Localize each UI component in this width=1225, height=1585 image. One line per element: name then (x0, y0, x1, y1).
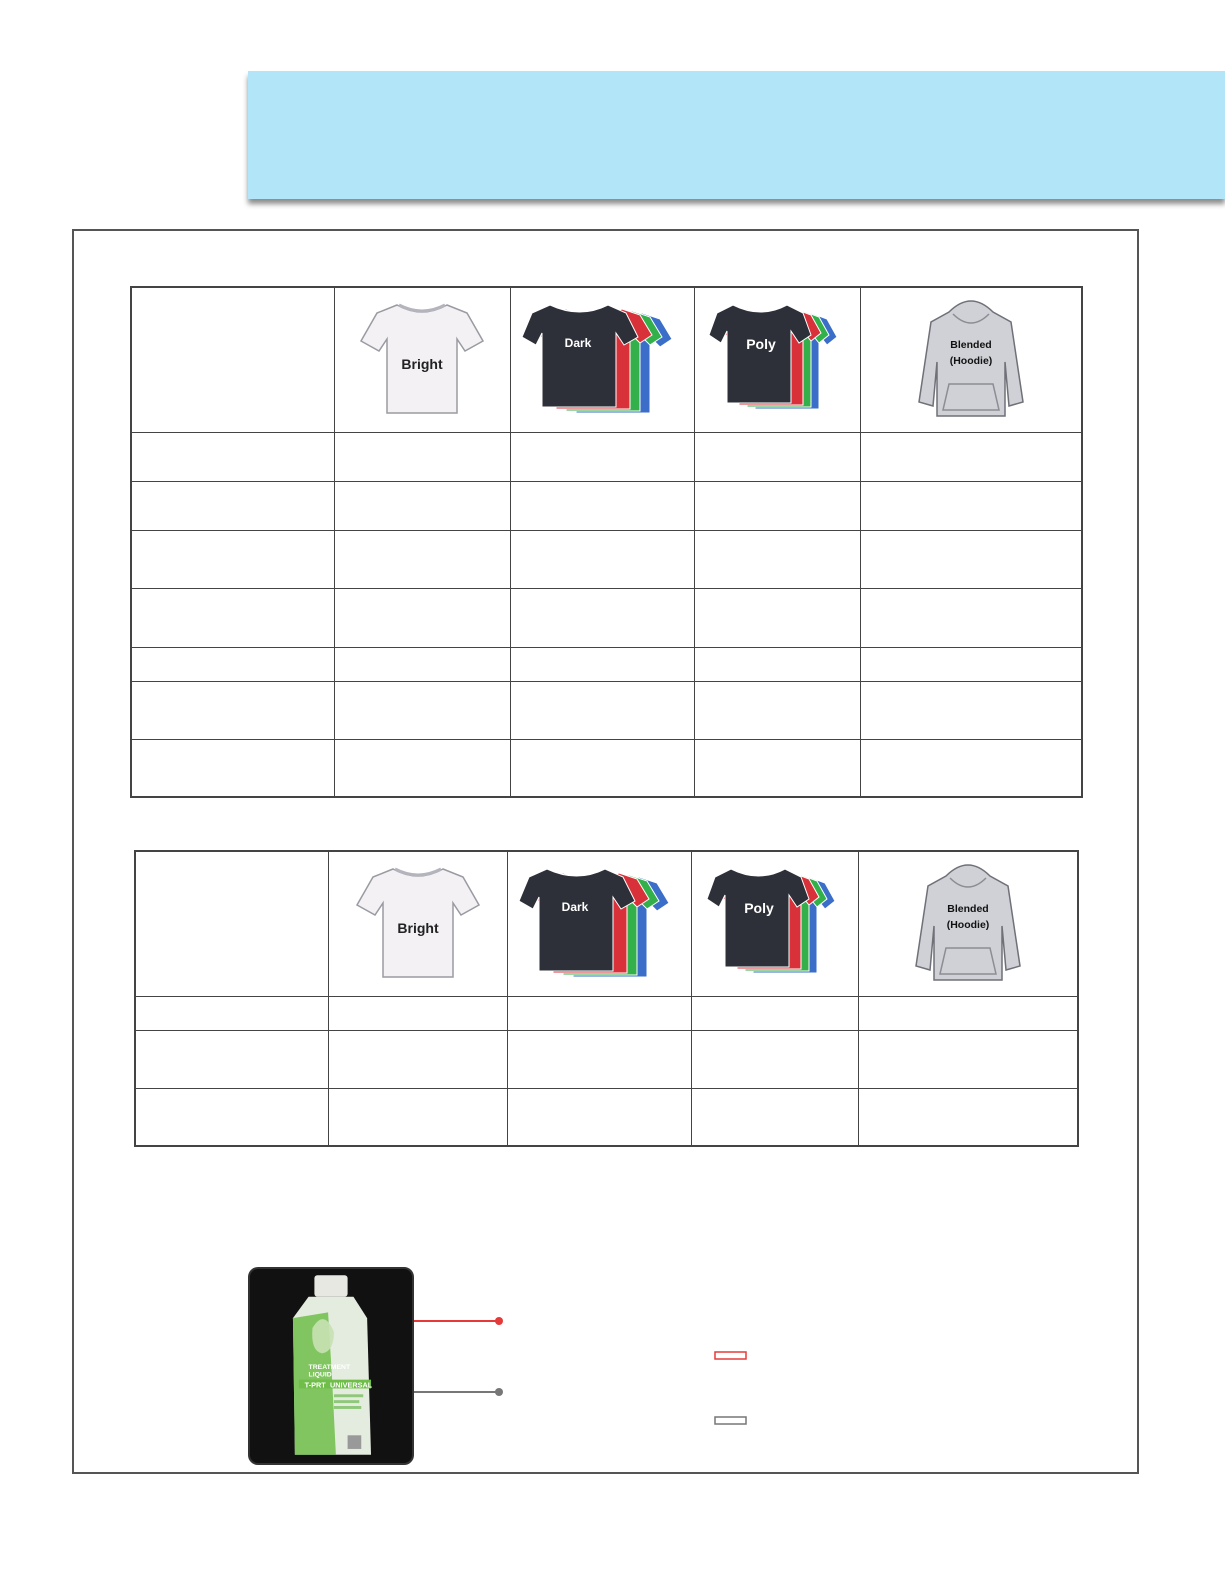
table-row (131, 530, 1082, 588)
header-blended (860, 287, 1082, 432)
hoodie-label: (Hoodie) (949, 355, 993, 368)
callout-connectors (410, 1310, 510, 1410)
dark-label: Dark (564, 335, 591, 350)
pretreatment-bottle-photo (248, 1267, 414, 1465)
garment-table-1 (130, 286, 1083, 798)
header-dark (510, 287, 694, 432)
poly-shirts-stack-icon (707, 295, 847, 420)
table-header-row (135, 851, 1078, 996)
poly-shirts-stack-icon (705, 859, 845, 984)
bottle-label-line-1: TREATMENT (308, 1363, 351, 1371)
garment-table-2 (134, 850, 1079, 1147)
header-bright (334, 287, 510, 432)
dark-shirts-stack-icon (517, 859, 682, 984)
dark-label: Dark (561, 899, 588, 914)
red-legend-swatch (714, 1351, 748, 1361)
table-row (131, 739, 1082, 797)
poly-label: Poly (746, 335, 776, 352)
bright-shirt-icon (353, 859, 483, 984)
hoodie-icon (908, 856, 1028, 986)
red-callout-dot (495, 1317, 503, 1325)
header-poly (691, 851, 858, 996)
bottle-label-line-2: LIQUID (308, 1371, 332, 1379)
table-row (135, 996, 1078, 1030)
table-row (135, 1088, 1078, 1146)
hoodie-label: (Hoodie) (946, 919, 990, 932)
header-bright (328, 851, 507, 996)
table-row (131, 681, 1082, 739)
table-row (131, 647, 1082, 681)
table-corner-cell (135, 851, 328, 996)
gray-legend-swatch (714, 1416, 748, 1426)
bottle-label-line-3: T-PRT (304, 1380, 326, 1390)
bottle-icon (250, 1269, 412, 1463)
header-blended (858, 851, 1078, 996)
blended-label: Blended (950, 339, 992, 352)
poly-label: Poly (743, 899, 774, 916)
table-row (135, 1030, 1078, 1088)
bright-label: Bright (396, 919, 439, 936)
bottle-label-line-4: UNIVERSAL (330, 1380, 373, 1390)
table-header-row (131, 287, 1082, 432)
dark-shirts-stack-icon (520, 295, 685, 420)
blended-label: Blended (947, 903, 989, 916)
table-corner-cell (131, 287, 334, 432)
bright-shirt-icon (357, 295, 487, 420)
table-row (131, 481, 1082, 530)
gray-callout-dot (495, 1388, 503, 1396)
header-dark (507, 851, 691, 996)
bright-label: Bright (401, 355, 443, 372)
header-banner (248, 71, 1225, 199)
table-row (131, 432, 1082, 481)
header-poly (694, 287, 860, 432)
table-row (131, 588, 1082, 647)
hoodie-icon (911, 292, 1031, 422)
